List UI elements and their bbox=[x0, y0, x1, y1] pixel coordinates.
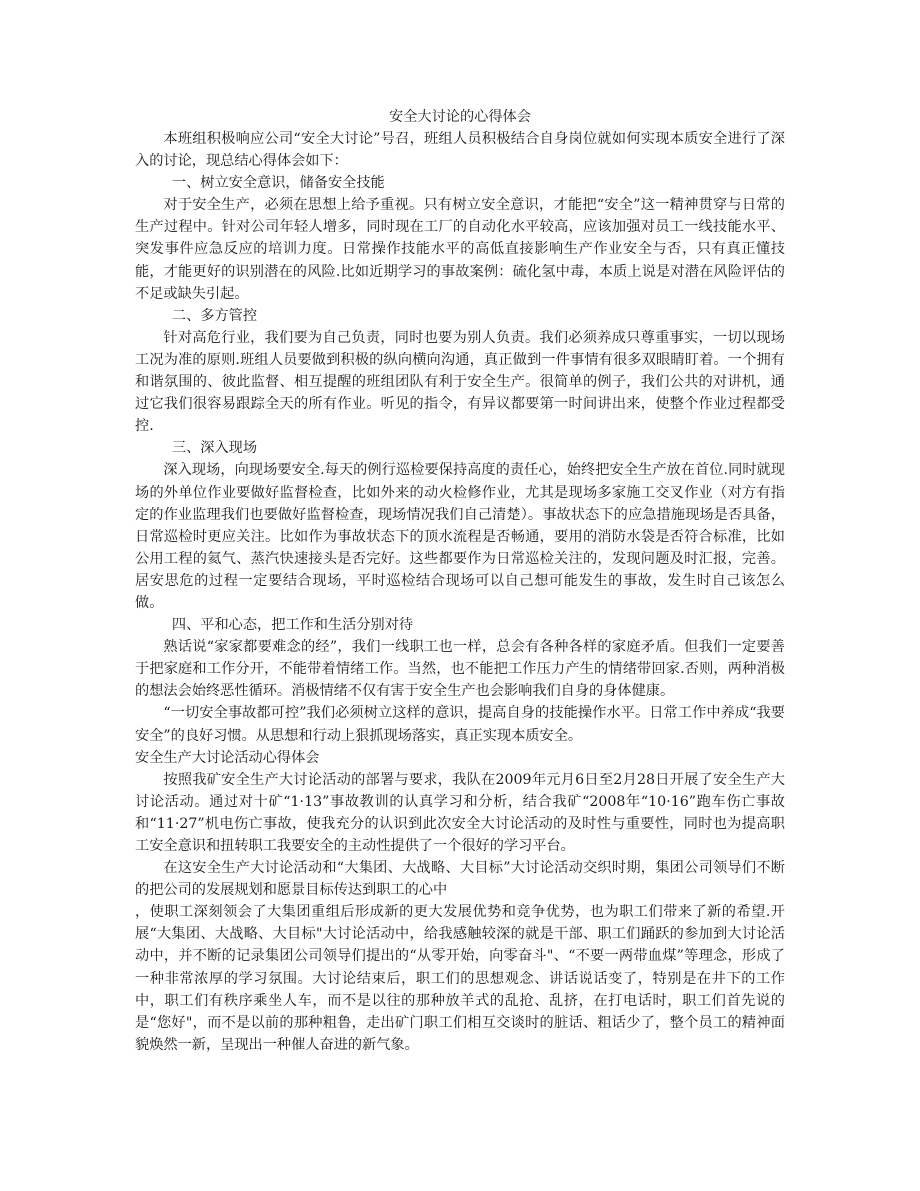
section-4-paragraph: 熟话说“家家都要难念的经”，我们一线职工也一样，总会有各种各样的家庭矛盾。但我们一定要善于把家庭和工作分开，不能带着情绪工作。当然，也不能把工作压力产生的情绪带回家.否则，两种消极的想法会始终恶性循环。消极情绪不仅有害于安全生产也会影响我们自身的身体健康。 bbox=[135, 639, 785, 700]
section-heading-2: 二、多方管控 bbox=[171, 307, 258, 324]
section-2-paragraph: 针对高危行业，我们要为自己负责，同时也要为别人负责。我们必须养成只尊重事实，一切以现场工况为准的原则.班组人员要做到积极的纵向横向沟通，真正做到一件事情有很多双眼睛盯着。一个拥有和谐氛围的、彼此监督、相互提醒的班组团队有利于安全生产。很简单的例子，我们公共的对讲机，通过它我们很容易跟踪全天的所有作业。听见的指令，有异议都要第一时间讲出来，使整个作业过程都受控. bbox=[135, 329, 785, 435]
intro-paragraph: 本班组积极响应公司“安全大讨论”号召，班组人员积极结合自身岗位就如何实现本质安全进行了深入的讨论，现总结心得体会如下： bbox=[135, 131, 785, 170]
second-article-title: 安全生产大讨论活动心得体会 bbox=[135, 749, 320, 766]
second-article-paragraph-2: 在这安全生产大讨论活动和“大集团、大战略、大目标”大讨论活动交织时期，集团公司领导们不断的把公司的发展规划和愿景目标传达到职工的心中 bbox=[135, 860, 785, 899]
section-heading-4: 四、平和心态，把工作和生活分别对待 bbox=[171, 617, 414, 634]
document-body bbox=[135, 128, 785, 1056]
section-heading-3: 三、深入现场 bbox=[171, 440, 258, 457]
section-1-paragraph: 对于安全生产，必须在思想上给予重视。只有树立安全意识，才能把“安全”这一精神贯穿与日常的生产过程中。针对公司年轻人增多，同时现在工厂的自动化水平较高，应该加强对员工一线技能水平、突发事件应急反应的培训力度。日常操作技能水平的高低直接影响生产作业安全与否，只有真正懂技能，才能更好的识别潜在的风险.比如近期学习的事故案例：硫化氢中毒，本质上说是对潜在风险评估的不足或缺失引起。 bbox=[135, 197, 785, 302]
closing-paragraph: “一切安全事故都可控”我们必须树立这样的意识，提高自身的技能操作水平。日常工作中养成“我要安全”的良好习惯。从思想和行动上狠抓现场落实，真正实现本质安全。 bbox=[135, 705, 785, 744]
section-heading-1: 一、树立安全意识，储备安全技能 bbox=[171, 175, 385, 192]
second-article-paragraph-3: ，使职工深刻领会了大集团重组后形成新的更大发展优势和竞争优势，也为职工们带来了新的希望.开展“大集团、大战略、大目标"大讨论活动中，给我感触较深的就是干部、职工们踊跃的参加到大讨论活动中，并不断的记录集团公司领导们提出的“从零开始，向零奋斗"、“不要一两带血煤”等理念，形成了一种非常浓厚的学习氛围。大讨论结束后，职工们的思想观念、讲话说话变了，特别是在井下的工作中，职工们有秩序乘坐人车，而不是以往的那种放羊式的乱抢、乱挤，在打电话时，职工们首先说的是“您好"，而不是以前的那种粗鲁，走出矿门职工们相互交谈时的脏话、粗话少了，整个员工的精神面貌焕然一新，呈现出一种催人奋进的新气象。 bbox=[135, 904, 785, 1053]
second-article-paragraph-1: 按照我矿安全生产大讨论活动的部署与要求，我队在2009年元月6日至2月28日开展了安全生产大讨论活动。通过对十矿“1·13”事故教训的认真学习和分析，结合我矿“2008年“10·16”跑车伤亡事故和“11·27”机电伤亡事故，使我充分的认识到此次安全大讨论活动的及时性与重要性，同时也为提高职工安全意识和扭转职工我要安全的主动性提供了一个很好的学习平台。 bbox=[135, 771, 785, 854]
document-title: 安全大讨论的心得体会 bbox=[389, 109, 531, 125]
section-3-paragraph: 深入现场，向现场要安全.每天的例行巡检要保持高度的责任心，始终把安全生产放在首位.同时就现场的外单位作业要做好监督检查，比如外来的动火检修作业，尤其是现场多家施工交叉作业（对方有指定的作业监理我们也要做好监督检查，现场情况我们自己清楚）。事故状态下的应急措施现场是否具备，日常巡检时更应关注。比如作为事故状态下的顶水流程是否畅通，要用的消防水袋是否符合标准，比如公用工程的氦气、蒸汽快速接头是否完好。这些都要作为日常巡检关注的，发现问题及时汇报，完善。居安思危的过程一定要结合现场，平时巡检结合现场可以自己想可能发生的事故，发生时自己该怎么做。 bbox=[135, 462, 785, 611]
